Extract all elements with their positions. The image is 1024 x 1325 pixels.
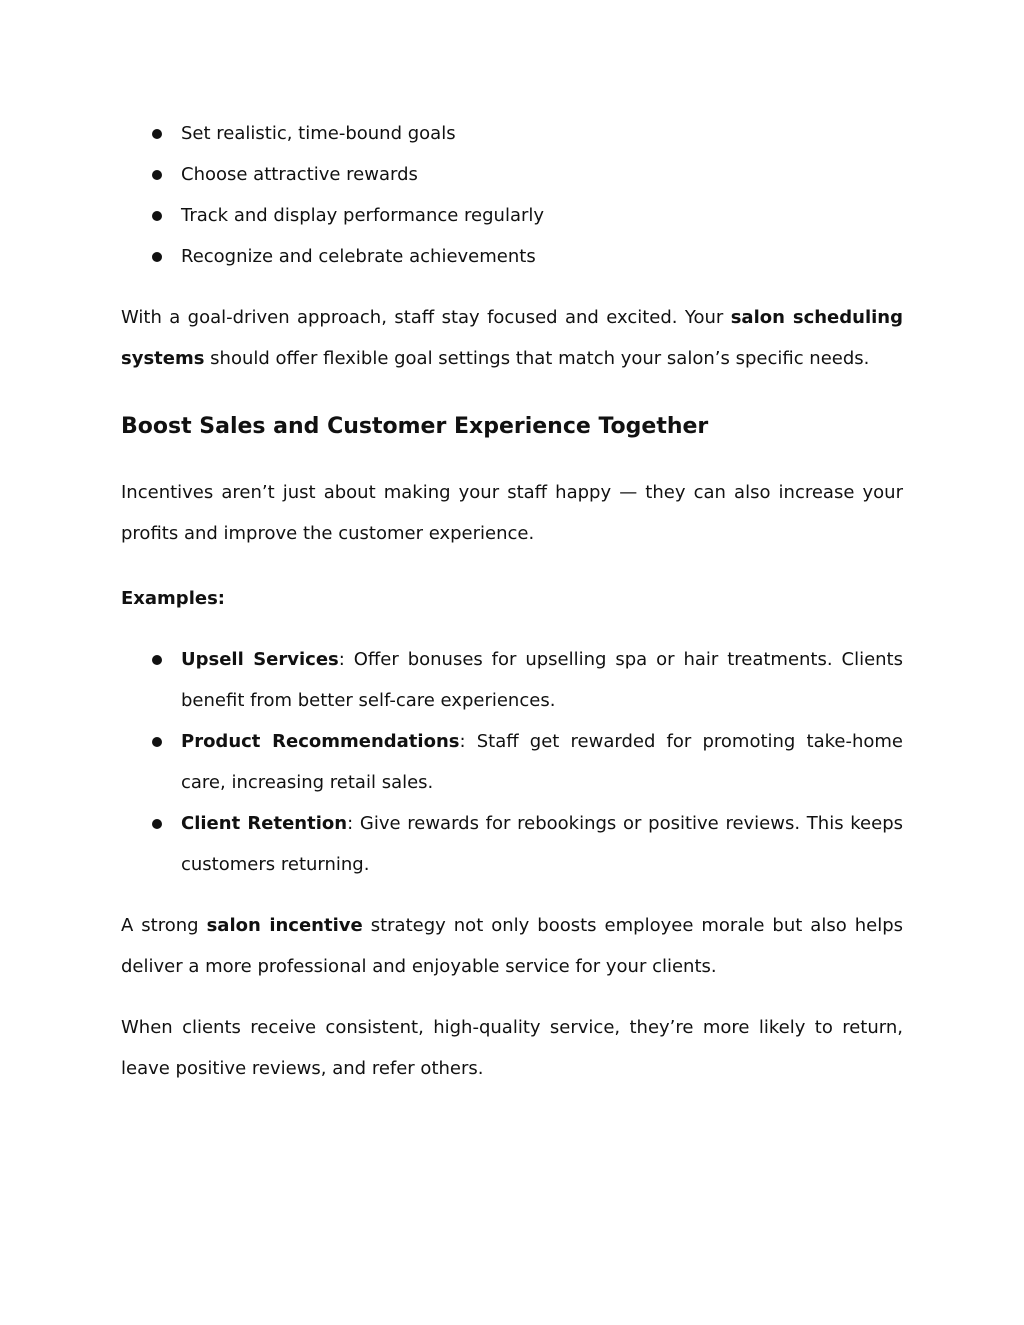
goal-tips-list [121, 113, 903, 277]
bullet-icon [152, 819, 162, 829]
list-item: Track and display performance regularly [121, 195, 903, 236]
list-item: Product Recommendations: Staff get rewarded for promoting take-home care, increasing retail sales. [121, 721, 903, 803]
bullet-icon [152, 211, 162, 221]
bullet-icon [152, 170, 162, 180]
list-item: Set realistic, time-bound goals [121, 113, 903, 154]
bullet-icon [152, 129, 162, 139]
list-item: Client Retention: Give rewards for rebookings or positive reviews. This keeps customers returning. [121, 803, 903, 885]
goal-paragraph: With a goal-driven approach, staff stay focused and excited. Your salon scheduling systems should offer flexible goal settings that match your salon’s specific needs. [121, 307, 904, 369]
list-item: Choose attractive rewards [121, 154, 903, 195]
list-item: Upsell Services: Offer bonuses for upselling spa or hair treatments. Clients benefit from better self-care experiences. [121, 639, 903, 721]
bullet-icon [152, 655, 162, 665]
examples-label: Examples: [121, 588, 225, 609]
closing-paragraph: When clients receive consistent, high-quality service, they’re more likely to return, leave positive reviews, and refer others. [121, 1017, 903, 1079]
incentive-paragraph: A strong salon incentive strategy not only boosts employee morale but also helps deliver a more professional and enjoyable service for your clients. [121, 915, 903, 977]
bullet-icon [152, 737, 162, 747]
bullet-icon [152, 252, 162, 262]
list-item: Recognize and celebrate achievements [121, 236, 903, 277]
intro-paragraph: Incentives aren’t just about making your staff happy — they can also increase your profits and improve the customer experience. [121, 482, 903, 544]
document-page [121, 113, 903, 1089]
examples-list [121, 639, 903, 885]
section-heading: Boost Sales and Customer Experience Together [121, 414, 709, 439]
